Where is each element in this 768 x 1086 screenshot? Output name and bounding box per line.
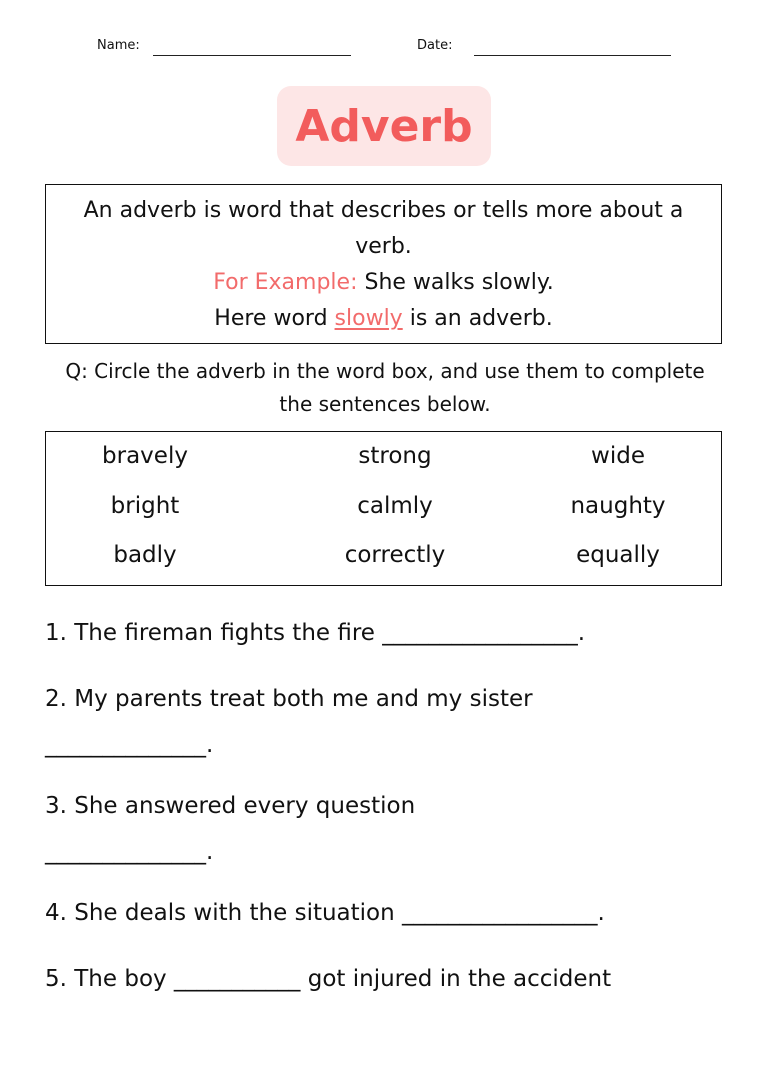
- word-item[interactable]: naughty: [570, 493, 666, 519]
- title-badge: [277, 86, 491, 166]
- example-text: She walks slowly.: [357, 270, 554, 295]
- word-item[interactable]: strong: [358, 443, 432, 469]
- highlighted-adverb: slowly: [334, 306, 403, 331]
- word-item[interactable]: calmly: [357, 493, 433, 519]
- word-item[interactable]: wide: [591, 443, 645, 469]
- note-prefix: Here word: [214, 306, 335, 331]
- word-item[interactable]: badly: [113, 542, 177, 568]
- date-line[interactable]: [474, 55, 671, 56]
- name-line[interactable]: [153, 55, 351, 56]
- sentence-1: 1. The fireman fights the fire _________________.: [45, 620, 586, 646]
- page-title: Adverb: [295, 100, 473, 152]
- word-item[interactable]: equally: [576, 542, 660, 568]
- date-label: Date:: [417, 38, 453, 53]
- word-item[interactable]: bright: [110, 493, 180, 519]
- question-line-1: Q: Circle the adverb in the word box, and use them to complete: [65, 359, 705, 383]
- definition-line-2: verb.: [355, 234, 412, 259]
- sentence-4: 4. She deals with the situation _________________.: [45, 900, 605, 926]
- sentence-5: 5. The boy ___________ got injured in the accident: [45, 966, 612, 992]
- sentence-2-blank[interactable]: ______________.: [45, 732, 214, 758]
- definition-box: [45, 184, 722, 344]
- example-line: [46, 265, 721, 301]
- note-suffix: is an adverb.: [402, 306, 553, 331]
- question-text: [45, 355, 725, 421]
- question-line-2: the sentences below.: [279, 392, 491, 416]
- name-label: Name:: [97, 38, 140, 53]
- example-label: For Example:: [213, 270, 358, 295]
- word-item[interactable]: correctly: [344, 542, 446, 568]
- sentence-3-blank[interactable]: ______________.: [45, 839, 214, 865]
- sentence-2: 2. My parents treat both me and my sister: [45, 686, 533, 712]
- sentence-3: 3. She answered every question: [45, 793, 416, 819]
- note-line: [46, 301, 721, 337]
- definition-line-1: An adverb is word that describes or tells more about a: [83, 198, 684, 223]
- word-item[interactable]: bravely: [102, 443, 188, 469]
